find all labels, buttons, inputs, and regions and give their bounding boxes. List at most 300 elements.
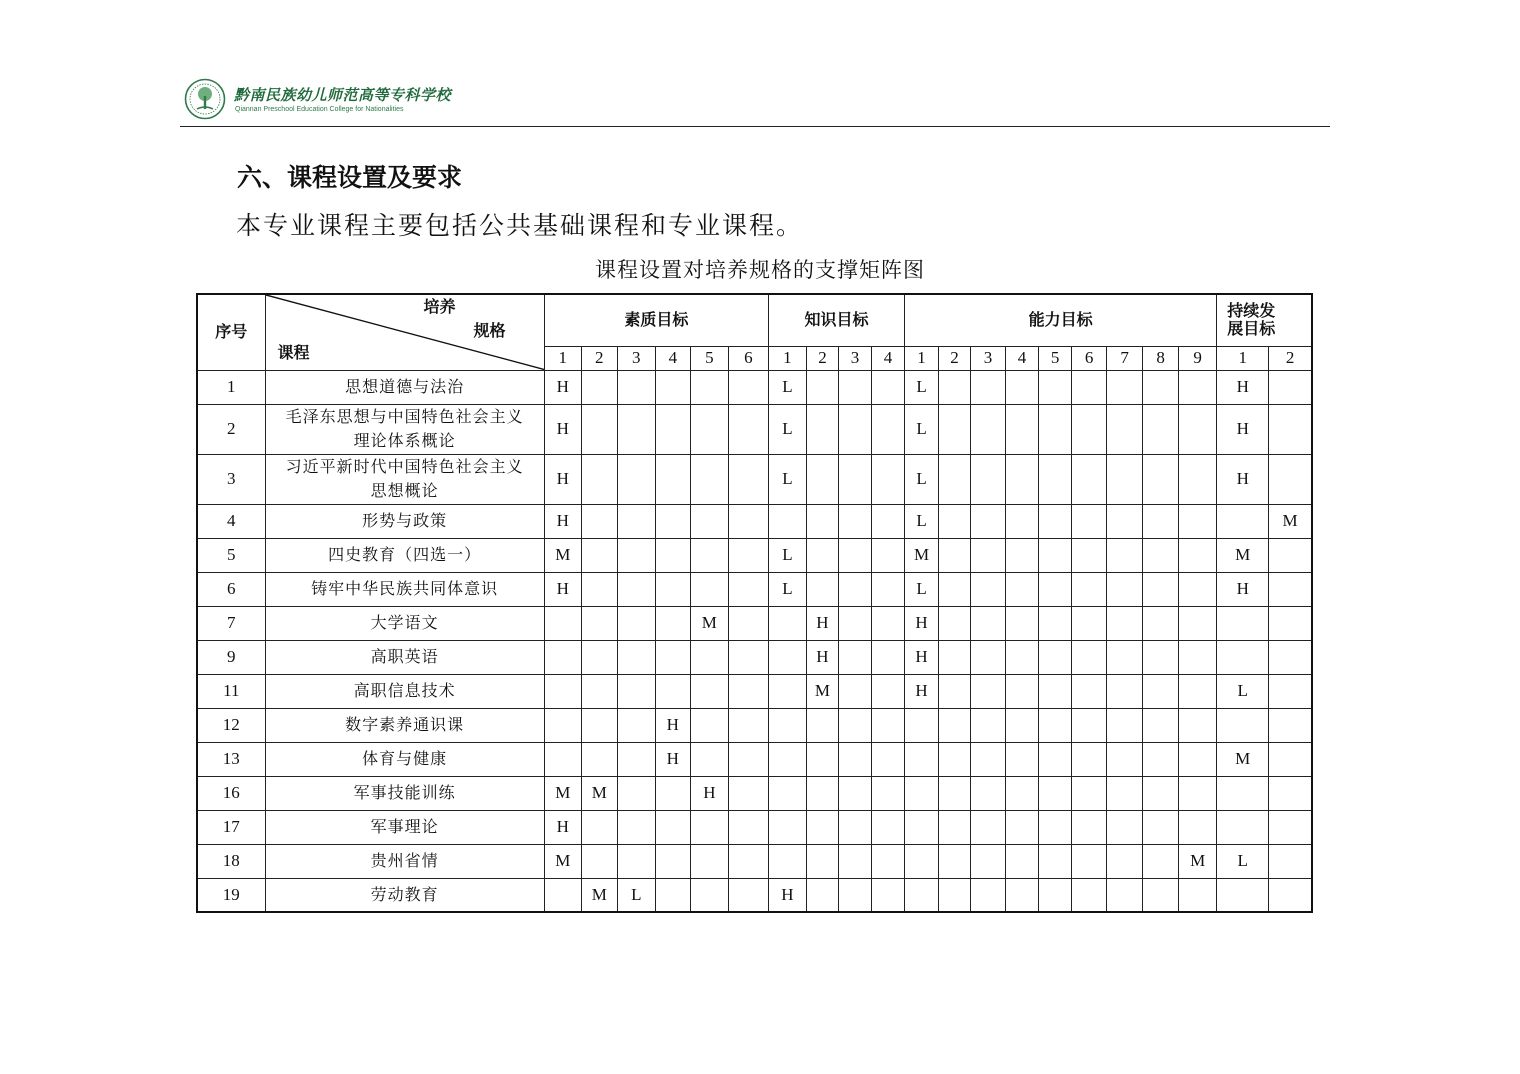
support-level-cell <box>581 454 617 504</box>
support-level-cell <box>1269 572 1312 606</box>
support-level-cell <box>838 572 871 606</box>
table-row <box>197 404 1312 454</box>
header-subnumber: 4 <box>871 346 904 370</box>
support-level-cell <box>871 538 904 572</box>
support-level-cell: H <box>544 454 581 504</box>
support-level-cell <box>806 538 838 572</box>
header-sustain-line1: 持续发 <box>1227 300 1276 320</box>
support-level-cell <box>905 742 939 776</box>
support-level-cell <box>728 844 768 878</box>
support-level-cell <box>871 370 904 404</box>
header-subnumber: 4 <box>1006 346 1039 370</box>
support-level-cell <box>728 606 768 640</box>
support-level-cell <box>655 538 690 572</box>
support-level-cell <box>905 844 939 878</box>
course-name: 体育与健康 <box>265 742 544 776</box>
support-level-cell: H <box>806 640 838 674</box>
support-level-cell <box>806 742 838 776</box>
course-name: 铸牢中华民族共同体意识 <box>265 572 544 606</box>
page-header <box>180 72 1330 127</box>
support-level-cell <box>581 572 617 606</box>
support-level-cell <box>1217 878 1269 912</box>
support-level-cell: H <box>655 708 690 742</box>
support-level-cell <box>1269 708 1312 742</box>
header-subnumber: 1 <box>1217 346 1269 370</box>
course-name: 数字素养通识课 <box>265 708 544 742</box>
support-level-cell <box>1072 370 1107 404</box>
support-level-cell <box>971 572 1006 606</box>
support-level-cell: L <box>905 454 939 504</box>
support-level-cell <box>655 454 690 504</box>
support-level-cell: L <box>905 572 939 606</box>
support-level-cell <box>1107 878 1143 912</box>
support-level-cell <box>1107 674 1143 708</box>
support-level-cell <box>1143 504 1179 538</box>
support-level-cell <box>838 538 871 572</box>
support-level-cell <box>655 572 690 606</box>
support-level-cell <box>728 370 768 404</box>
support-level-cell <box>1107 606 1143 640</box>
support-level-cell <box>871 572 904 606</box>
support-level-cell <box>1269 878 1312 912</box>
support-level-cell <box>617 708 655 742</box>
row-index: 2 <box>197 404 265 454</box>
support-level-cell <box>655 404 690 454</box>
support-level-cell <box>768 776 806 810</box>
support-level-cell <box>939 742 971 776</box>
support-level-cell <box>544 674 581 708</box>
support-level-cell <box>1269 538 1312 572</box>
support-level-cell <box>581 504 617 538</box>
course-name: 高职英语 <box>265 640 544 674</box>
support-level-cell <box>905 878 939 912</box>
support-level-cell: M <box>544 538 581 572</box>
table-row <box>197 572 1312 606</box>
header-group-quality: 素质目标 <box>544 294 768 346</box>
support-level-cell <box>1072 810 1107 844</box>
support-level-cell <box>939 404 971 454</box>
table-row <box>197 776 1312 810</box>
support-level-cell <box>768 844 806 878</box>
support-level-cell: H <box>1217 454 1269 504</box>
support-level-cell <box>1143 844 1179 878</box>
support-level-cell <box>1107 810 1143 844</box>
support-level-cell <box>1006 844 1039 878</box>
support-level-cell <box>939 810 971 844</box>
row-index: 12 <box>197 708 265 742</box>
support-level-cell <box>581 810 617 844</box>
support-level-cell <box>617 370 655 404</box>
support-level-cell <box>1107 504 1143 538</box>
support-level-cell <box>1269 674 1312 708</box>
support-level-cell <box>871 708 904 742</box>
header-group-knowledge: 知识目标 <box>768 294 904 346</box>
support-level-cell: H <box>1217 572 1269 606</box>
header-subnumber: 2 <box>939 346 971 370</box>
support-level-cell <box>544 742 581 776</box>
support-level-cell <box>655 878 690 912</box>
support-level-cell <box>581 708 617 742</box>
support-level-cell <box>1269 404 1312 454</box>
support-level-cell: M <box>1269 504 1312 538</box>
support-level-cell <box>655 370 690 404</box>
support-level-cell <box>728 538 768 572</box>
header-subnumber: 9 <box>1179 346 1217 370</box>
support-level-cell <box>1006 404 1039 454</box>
header-diag-top2: 规格 <box>473 321 506 340</box>
support-level-cell <box>1179 538 1217 572</box>
support-level-cell <box>690 878 728 912</box>
support-level-cell <box>838 606 871 640</box>
support-level-cell <box>1006 538 1039 572</box>
support-level-cell: M <box>690 606 728 640</box>
support-level-cell <box>1143 878 1179 912</box>
support-level-cell: H <box>544 370 581 404</box>
support-level-cell: H <box>768 878 806 912</box>
support-level-cell: H <box>806 606 838 640</box>
support-level-cell <box>690 370 728 404</box>
support-level-cell <box>690 504 728 538</box>
header-subnumber: 1 <box>905 346 939 370</box>
header-diag-bottom: 课程 <box>277 343 310 362</box>
support-level-cell <box>905 708 939 742</box>
support-level-cell: L <box>768 404 806 454</box>
support-level-cell <box>806 878 838 912</box>
table-row <box>197 844 1312 878</box>
section-title: 六、课程设置及要求 <box>237 163 463 192</box>
support-level-cell <box>1269 640 1312 674</box>
support-level-cell <box>1039 742 1072 776</box>
support-level-cell <box>728 776 768 810</box>
row-index: 7 <box>197 606 265 640</box>
support-level-cell <box>806 572 838 606</box>
header-subnumber: 3 <box>617 346 655 370</box>
support-level-cell <box>905 810 939 844</box>
support-level-cell <box>728 640 768 674</box>
support-level-cell <box>1006 640 1039 674</box>
support-level-cell <box>971 742 1006 776</box>
support-level-cell <box>1269 810 1312 844</box>
support-level-cell <box>728 878 768 912</box>
support-matrix-table <box>196 293 1313 913</box>
support-level-cell <box>806 844 838 878</box>
support-level-cell <box>655 640 690 674</box>
support-level-cell <box>905 776 939 810</box>
table-row <box>197 674 1312 708</box>
table-row <box>197 742 1312 776</box>
support-level-cell <box>1179 572 1217 606</box>
header-group-ability: 能力目标 <box>905 294 1217 346</box>
course-name: 贵州省情 <box>265 844 544 878</box>
support-level-cell <box>617 606 655 640</box>
support-level-cell <box>768 742 806 776</box>
support-level-cell <box>1143 606 1179 640</box>
support-level-cell <box>581 404 617 454</box>
support-level-cell <box>871 454 904 504</box>
support-level-cell: L <box>768 454 806 504</box>
support-level-cell <box>806 504 838 538</box>
support-level-cell <box>1072 776 1107 810</box>
support-level-cell <box>806 776 838 810</box>
table-row <box>197 708 1312 742</box>
support-level-cell <box>617 640 655 674</box>
table-row <box>197 606 1312 640</box>
support-level-cell <box>1107 572 1143 606</box>
matrix-body <box>197 370 1312 912</box>
support-level-cell <box>581 370 617 404</box>
support-level-cell: H <box>544 572 581 606</box>
school-name-cn: 黔南民族幼儿师范高等专科学校 <box>234 86 452 104</box>
support-level-cell: H <box>544 810 581 844</box>
support-level-cell <box>1179 776 1217 810</box>
support-level-cell <box>728 708 768 742</box>
support-level-cell <box>617 454 655 504</box>
support-level-cell <box>871 404 904 454</box>
row-index: 16 <box>197 776 265 810</box>
support-level-cell <box>690 844 728 878</box>
support-level-cell <box>939 538 971 572</box>
support-level-cell <box>1072 640 1107 674</box>
header-subnumber: 3 <box>838 346 871 370</box>
header-subnumber: 2 <box>806 346 838 370</box>
table-row <box>197 810 1312 844</box>
support-level-cell <box>939 708 971 742</box>
support-level-cell <box>806 404 838 454</box>
support-level-cell: L <box>617 878 655 912</box>
support-level-cell: H <box>655 742 690 776</box>
support-level-cell: M <box>806 674 838 708</box>
course-name: 形势与政策 <box>265 504 544 538</box>
support-level-cell <box>768 810 806 844</box>
support-level-cell: L <box>905 404 939 454</box>
support-level-cell <box>1006 504 1039 538</box>
table-caption: 课程设置对培养规格的支撑矩阵图 <box>595 258 925 282</box>
support-level-cell <box>690 742 728 776</box>
support-level-cell <box>971 810 1006 844</box>
support-level-cell <box>1072 674 1107 708</box>
support-level-cell: L <box>768 370 806 404</box>
support-level-cell <box>655 810 690 844</box>
row-index: 1 <box>197 370 265 404</box>
support-level-cell <box>1179 454 1217 504</box>
support-level-cell <box>617 572 655 606</box>
header-subnumber: 2 <box>1269 346 1312 370</box>
support-level-cell <box>838 810 871 844</box>
support-level-cell <box>1269 776 1312 810</box>
table-row <box>197 504 1312 538</box>
support-level-cell <box>1039 404 1072 454</box>
support-level-cell <box>871 640 904 674</box>
support-level-cell <box>690 454 728 504</box>
support-level-cell <box>939 370 971 404</box>
support-level-cell <box>728 742 768 776</box>
support-level-cell <box>939 640 971 674</box>
support-level-cell <box>1107 776 1143 810</box>
course-name: 大学语文 <box>265 606 544 640</box>
support-level-cell <box>1179 504 1217 538</box>
support-level-cell <box>838 708 871 742</box>
support-level-cell: L <box>768 538 806 572</box>
support-level-cell <box>838 878 871 912</box>
intro-paragraph: 本专业课程主要包括公共基础课程和专业课程。 <box>236 211 804 240</box>
support-level-cell <box>1039 878 1072 912</box>
support-level-cell <box>971 708 1006 742</box>
table-row <box>197 370 1312 404</box>
support-level-cell <box>544 606 581 640</box>
header-subnumber: 3 <box>971 346 1006 370</box>
support-level-cell <box>728 572 768 606</box>
support-level-cell <box>1039 674 1072 708</box>
support-level-cell <box>838 404 871 454</box>
support-level-cell <box>1269 742 1312 776</box>
support-level-cell <box>806 454 838 504</box>
support-level-cell <box>617 404 655 454</box>
support-level-cell <box>544 708 581 742</box>
course-name: 军事理论 <box>265 810 544 844</box>
support-level-cell <box>1107 454 1143 504</box>
support-level-cell <box>768 640 806 674</box>
support-level-cell <box>939 606 971 640</box>
support-level-cell <box>1107 708 1143 742</box>
support-level-cell <box>871 810 904 844</box>
support-level-cell <box>1179 404 1217 454</box>
support-level-cell <box>768 708 806 742</box>
support-level-cell: M <box>905 538 939 572</box>
support-level-cell <box>1217 504 1269 538</box>
support-level-cell: L <box>1217 844 1269 878</box>
support-level-cell <box>1006 674 1039 708</box>
support-level-cell <box>1039 454 1072 504</box>
support-level-cell: M <box>1179 844 1217 878</box>
support-level-cell <box>581 844 617 878</box>
support-level-cell <box>544 640 581 674</box>
support-level-cell <box>728 504 768 538</box>
support-level-cell <box>690 674 728 708</box>
course-name: 劳动教育 <box>265 878 544 912</box>
support-level-cell <box>1072 742 1107 776</box>
support-level-cell: H <box>544 404 581 454</box>
support-level-cell <box>939 572 971 606</box>
support-level-cell <box>1179 878 1217 912</box>
support-level-cell: M <box>544 844 581 878</box>
support-level-cell <box>1269 370 1312 404</box>
support-level-cell <box>939 674 971 708</box>
support-level-cell <box>939 878 971 912</box>
support-level-cell <box>971 404 1006 454</box>
course-name: 四史教育（四选一） <box>265 538 544 572</box>
support-level-cell <box>1039 708 1072 742</box>
support-level-cell <box>655 504 690 538</box>
table-row <box>197 640 1312 674</box>
support-level-cell <box>617 538 655 572</box>
support-level-cell <box>1217 810 1269 844</box>
support-level-cell <box>1006 776 1039 810</box>
support-level-cell <box>939 844 971 878</box>
support-level-cell <box>1179 640 1217 674</box>
support-level-cell <box>1039 370 1072 404</box>
support-level-cell <box>1179 674 1217 708</box>
header-subnumber: 1 <box>768 346 806 370</box>
support-level-cell <box>971 538 1006 572</box>
support-level-cell <box>971 606 1006 640</box>
header-diag-top1: 培养 <box>423 297 456 316</box>
support-level-cell: L <box>905 504 939 538</box>
support-level-cell <box>1107 844 1143 878</box>
support-level-cell <box>1269 844 1312 878</box>
support-level-cell: M <box>1217 538 1269 572</box>
row-index: 9 <box>197 640 265 674</box>
support-level-cell <box>838 370 871 404</box>
support-level-cell <box>1217 776 1269 810</box>
support-level-cell: L <box>1217 674 1269 708</box>
support-level-cell <box>1269 606 1312 640</box>
support-level-cell <box>1143 674 1179 708</box>
support-level-cell <box>939 776 971 810</box>
support-level-cell <box>1006 454 1039 504</box>
course-name: 毛泽东思想与中国特色社会主义理论体系概论 <box>265 404 544 454</box>
support-level-cell: H <box>905 606 939 640</box>
support-level-cell: H <box>905 640 939 674</box>
support-level-cell: L <box>768 572 806 606</box>
row-index: 17 <box>197 810 265 844</box>
support-level-cell <box>1072 504 1107 538</box>
support-level-cell <box>655 776 690 810</box>
header-sustain-line2: 展目标 <box>1227 319 1276 339</box>
support-level-cell <box>728 810 768 844</box>
support-level-cell <box>1006 742 1039 776</box>
support-level-cell: H <box>544 504 581 538</box>
support-level-cell <box>1179 742 1217 776</box>
support-level-cell <box>768 504 806 538</box>
support-level-cell <box>1039 504 1072 538</box>
row-index: 6 <box>197 572 265 606</box>
school-name-en: Qiannan Preschool Education College for Nationalities <box>235 106 404 113</box>
support-level-cell <box>1217 640 1269 674</box>
support-level-cell <box>971 504 1006 538</box>
support-level-cell <box>1039 776 1072 810</box>
support-level-cell <box>1107 404 1143 454</box>
support-level-cell <box>768 606 806 640</box>
support-level-cell <box>617 810 655 844</box>
header-subnumber: 1 <box>544 346 581 370</box>
support-level-cell <box>838 674 871 708</box>
support-level-cell <box>728 674 768 708</box>
support-level-cell <box>871 776 904 810</box>
support-level-cell: H <box>690 776 728 810</box>
support-level-cell <box>690 708 728 742</box>
support-level-cell <box>690 810 728 844</box>
support-level-cell <box>1006 878 1039 912</box>
support-level-cell: L <box>905 370 939 404</box>
row-index: 19 <box>197 878 265 912</box>
support-level-cell <box>690 572 728 606</box>
support-level-cell <box>871 742 904 776</box>
support-level-cell <box>1006 708 1039 742</box>
table-row <box>197 538 1312 572</box>
header-subnumber: 8 <box>1143 346 1179 370</box>
support-level-cell <box>690 538 728 572</box>
header-subnumber: 5 <box>1039 346 1072 370</box>
support-level-cell <box>1143 708 1179 742</box>
support-level-cell <box>1143 454 1179 504</box>
row-index: 5 <box>197 538 265 572</box>
row-index: 13 <box>197 742 265 776</box>
support-level-cell <box>1143 640 1179 674</box>
support-level-cell <box>1072 708 1107 742</box>
header-subnumber: 6 <box>1072 346 1107 370</box>
header-subnumber: 6 <box>728 346 768 370</box>
support-level-cell <box>581 742 617 776</box>
